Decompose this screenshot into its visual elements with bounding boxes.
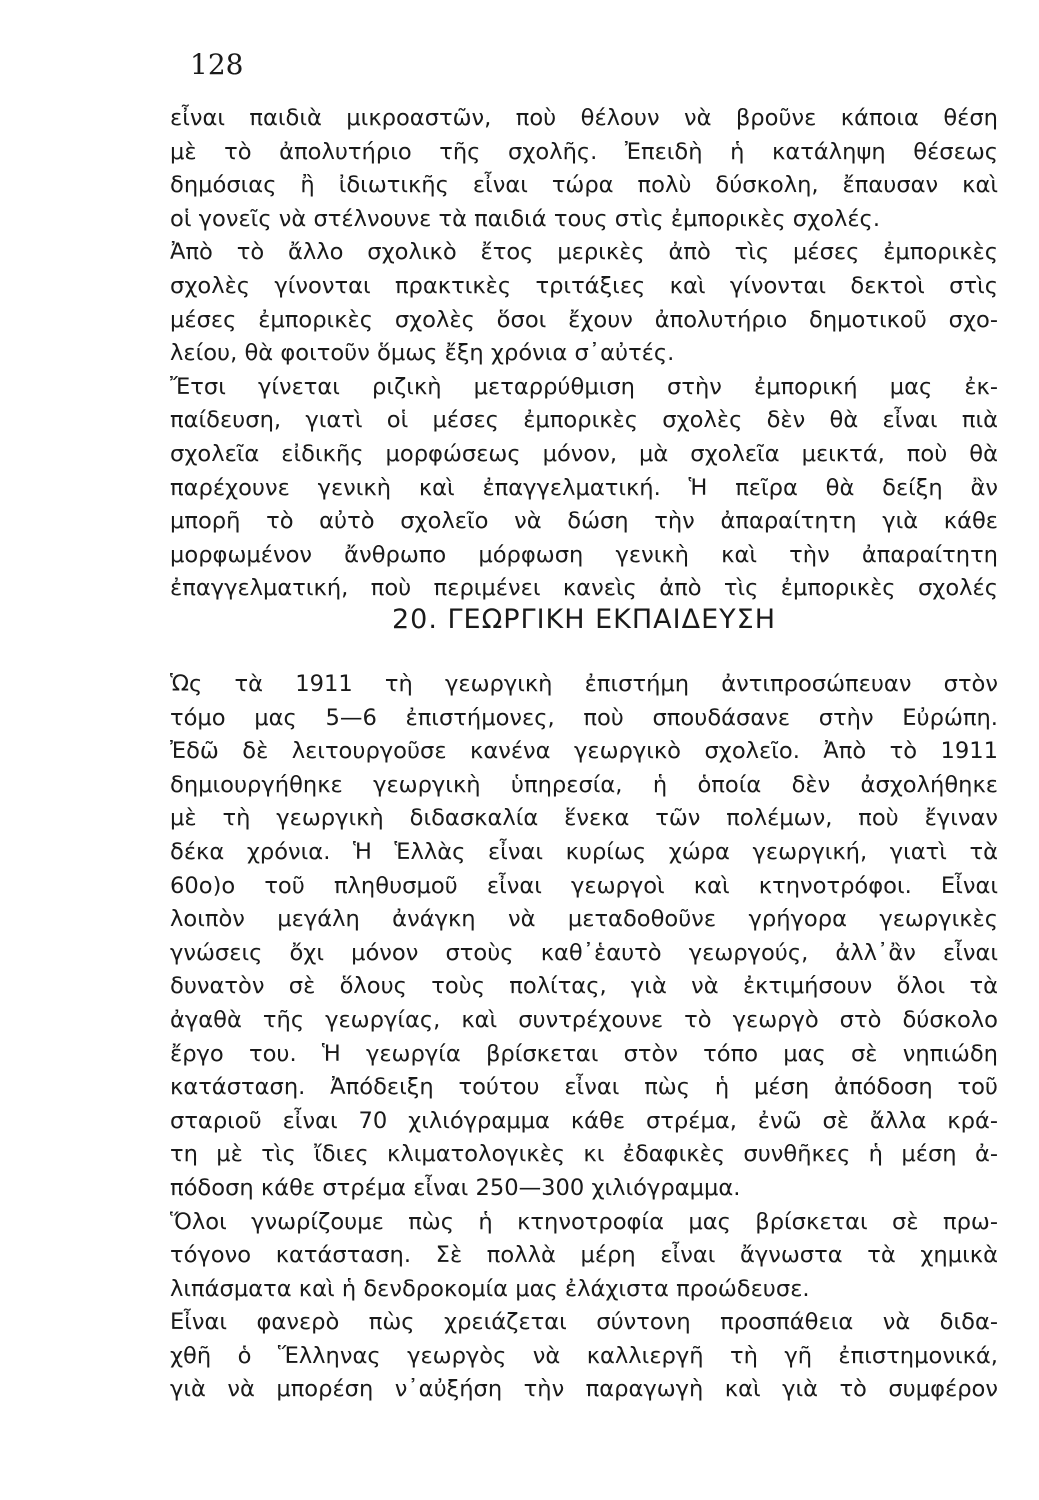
text-line: Ἔτσι γίνεται ριζικὴ μεταρρύθμιση στὴν ἐμπορική μας ἐκ- — [170, 373, 998, 400]
text-line: δημόσιας ἢ ἰδιωτικῆς εἶναι τώρα πολὺ δύσκολη, ἔπαυσαν καὶ — [170, 172, 998, 199]
text-line: γιὰ νὰ μπορέση ν᾽αὐξήση τὴν παραγωγὴ καὶ γιὰ τὸ συμφέρον — [170, 1376, 998, 1403]
text-line: ἔργο του. Ἡ γεωργία βρίσκεται στὸν τόπο μας σὲ νηπιώδη — [170, 1040, 998, 1067]
text-line: τόμο μας 5—6 ἐπιστήμονες, ποὺ σπουδάσανε στὴν Εὐρώπη. — [170, 704, 998, 731]
text-line: μέσες ἐμπορικὲς σχολὲς ὅσοι ἔχουν ἀπολυτήριο δημοτικοῦ σχο- — [170, 306, 998, 333]
text-line: χθῆ ὁ Ἕλληνας γεωργὸς νὰ καλλιεργῆ τὴ γῆ ἐπιστημονικά, — [170, 1342, 998, 1369]
text-line: εἶναι παιδιὰ μικροαστῶν, ποὺ θέλουν νὰ βροῦνε κάποια θέση — [170, 105, 998, 131]
text-line: Ἐδῶ δὲ λειτουργοῦσε κανένα γεωργικὸ σχολεῖο. Ἀπὸ τὸ 1911 — [170, 738, 998, 765]
text-line: Ὅλοι γνωρίζουμε πὼς ἡ κτηνοτροφία μας βρίσκεται σὲ πρω- — [170, 1208, 998, 1235]
text-line: τόγονο κατάσταση. Σὲ πολλὰ μέρη εἶναι ἄγνωστα τὰ χημικὰ — [170, 1242, 998, 1269]
text-line: μὲ τὸ ἀπολυτήριο τῆς σχολῆς. Ἐπειδὴ ἡ κατάληψη θέσεως — [170, 138, 998, 165]
text-line: δέκα χρόνια. Ἡ Ἑλλὰς εἶναι κυρίως χώρα γεωργική, γιατὶ τὰ — [170, 838, 998, 865]
text-line: γνώσεις ὄχι μόνον στοὺς καθ᾽ἑαυτὸ γεωργούς, ἀλλ᾽ἂν εἶναι — [170, 939, 998, 966]
text-line: δημιουργήθηκε γεωργικὴ ὑπηρεσία, ἡ ὁποία δὲν ἀσχολήθηκε — [170, 771, 998, 798]
paragraph-block-agricultural-education — [170, 668, 998, 1407]
text-line: λιπάσματα καὶ ἡ δενδροκομία μας ἐλάχιστα προώδευσε. — [170, 1275, 810, 1302]
text-line: παρέχουνε γενικὴ καὶ ἐπαγγελματική. Ἡ πεῖρα θὰ δείξη ἂν — [170, 474, 998, 501]
text-line: Ὡς τὰ 1911 τὴ γεωργικὴ ἐπιστήμη ἀντιπροσώπευαν στὸν — [170, 671, 998, 697]
text-line: ἐπαγγελματική, ποὺ περιμένει κανεὶς ἀπὸ τὶς ἐμπορικὲς σχολές — [170, 575, 998, 602]
text-line: δυνατὸν σὲ ὅλους τοὺς πολίτας, γιὰ νὰ ἐκτιμήσουν ὅλοι τὰ — [170, 973, 998, 1000]
text-line: Ἀπὸ τὸ ἄλλο σχολικὸ ἔτος μερικὲς ἀπὸ τὶς μέσες ἐμπορικὲς — [170, 239, 998, 266]
text-line: λείου, θὰ φοιτοῦν ὅμως ἔξη χρόνια σ᾽αὐτές. — [170, 340, 675, 367]
page-number: 128 — [190, 48, 244, 81]
text-line: τη μὲ τὶς ἴδιες κλιματολογικὲς κι ἐδαφικὲς συνθῆκες ἡ μέση ἀ- — [170, 1141, 998, 1168]
text-line: ἀγαθὰ τῆς γεωργίας, καὶ συντρέχουνε τὸ γεωργὸ στὸ δύσκολο — [170, 1006, 998, 1033]
text-line: λοιπὸν μεγάλη ἀνάγκη νὰ μεταδοθοῦνε γρήγορα γεωργικὲς — [170, 906, 998, 933]
text-line: μπορῆ τὸ αὐτὸ σχολεῖο νὰ δώση τὴν ἀπαραίτητη γιὰ κάθε — [170, 508, 998, 535]
text-line: οἱ γονεῖς νὰ στέλνουνε τὰ παιδιά τους στὶς ἐμπορικὲς σχολές. — [170, 205, 881, 232]
text-line: παίδευση, γιατὶ οἱ μέσες ἐμπορικὲς σχολὲς δὲν θὰ εἶναι πιὰ — [170, 407, 998, 434]
text-line: Εἶναι φανερὸ πὼς χρειάζεται σύντονη προσπάθεια νὰ διδα- — [170, 1309, 998, 1336]
text-line: σχολεῖα εἰδικῆς μορφώσεως μόνον, μὰ σχολεῖα μεικτά, ποὺ θὰ — [170, 440, 998, 467]
text-line: σχολὲς γίνονται πρακτικὲς τριτάξιες καὶ γίνονται δεκτοὶ στὶς — [170, 272, 998, 299]
text-line: 60ο)ο τοῦ πληθυσμοῦ εἶναι γεωργοὶ καὶ κτηνοτρόφοι. Εἶναι — [170, 872, 998, 899]
text-line: μὲ τὴ γεωργικὴ διδασκαλία ἕνεκα τῶν πολέμων, ποὺ ἔγιναν — [170, 805, 998, 832]
paragraph-block-commercial-education — [170, 102, 998, 606]
section-heading: 20. ΓΕΩΡΓΙΚΗ ΕΚΠΑΙΔΕΥΣΗ — [391, 604, 777, 635]
text-line: σταριοῦ εἶναι 70 χιλιόγραμμα κάθε στρέμα, ἐνῶ σὲ ἄλλα κρά- — [170, 1107, 998, 1134]
text-line: πόδοση κάθε στρέμα εἶναι 250—300 χιλιόγραμμα. — [170, 1174, 741, 1201]
text-line: κατάσταση. Ἀπόδειξη τούτου εἶναι πὼς ἡ μέση ἀπόδοση τοῦ — [170, 1074, 998, 1101]
text-line: μορφωμένον ἄνθρωπο μόρφωση γενικὴ καὶ τὴν ἀπαραίτητη — [170, 541, 998, 568]
